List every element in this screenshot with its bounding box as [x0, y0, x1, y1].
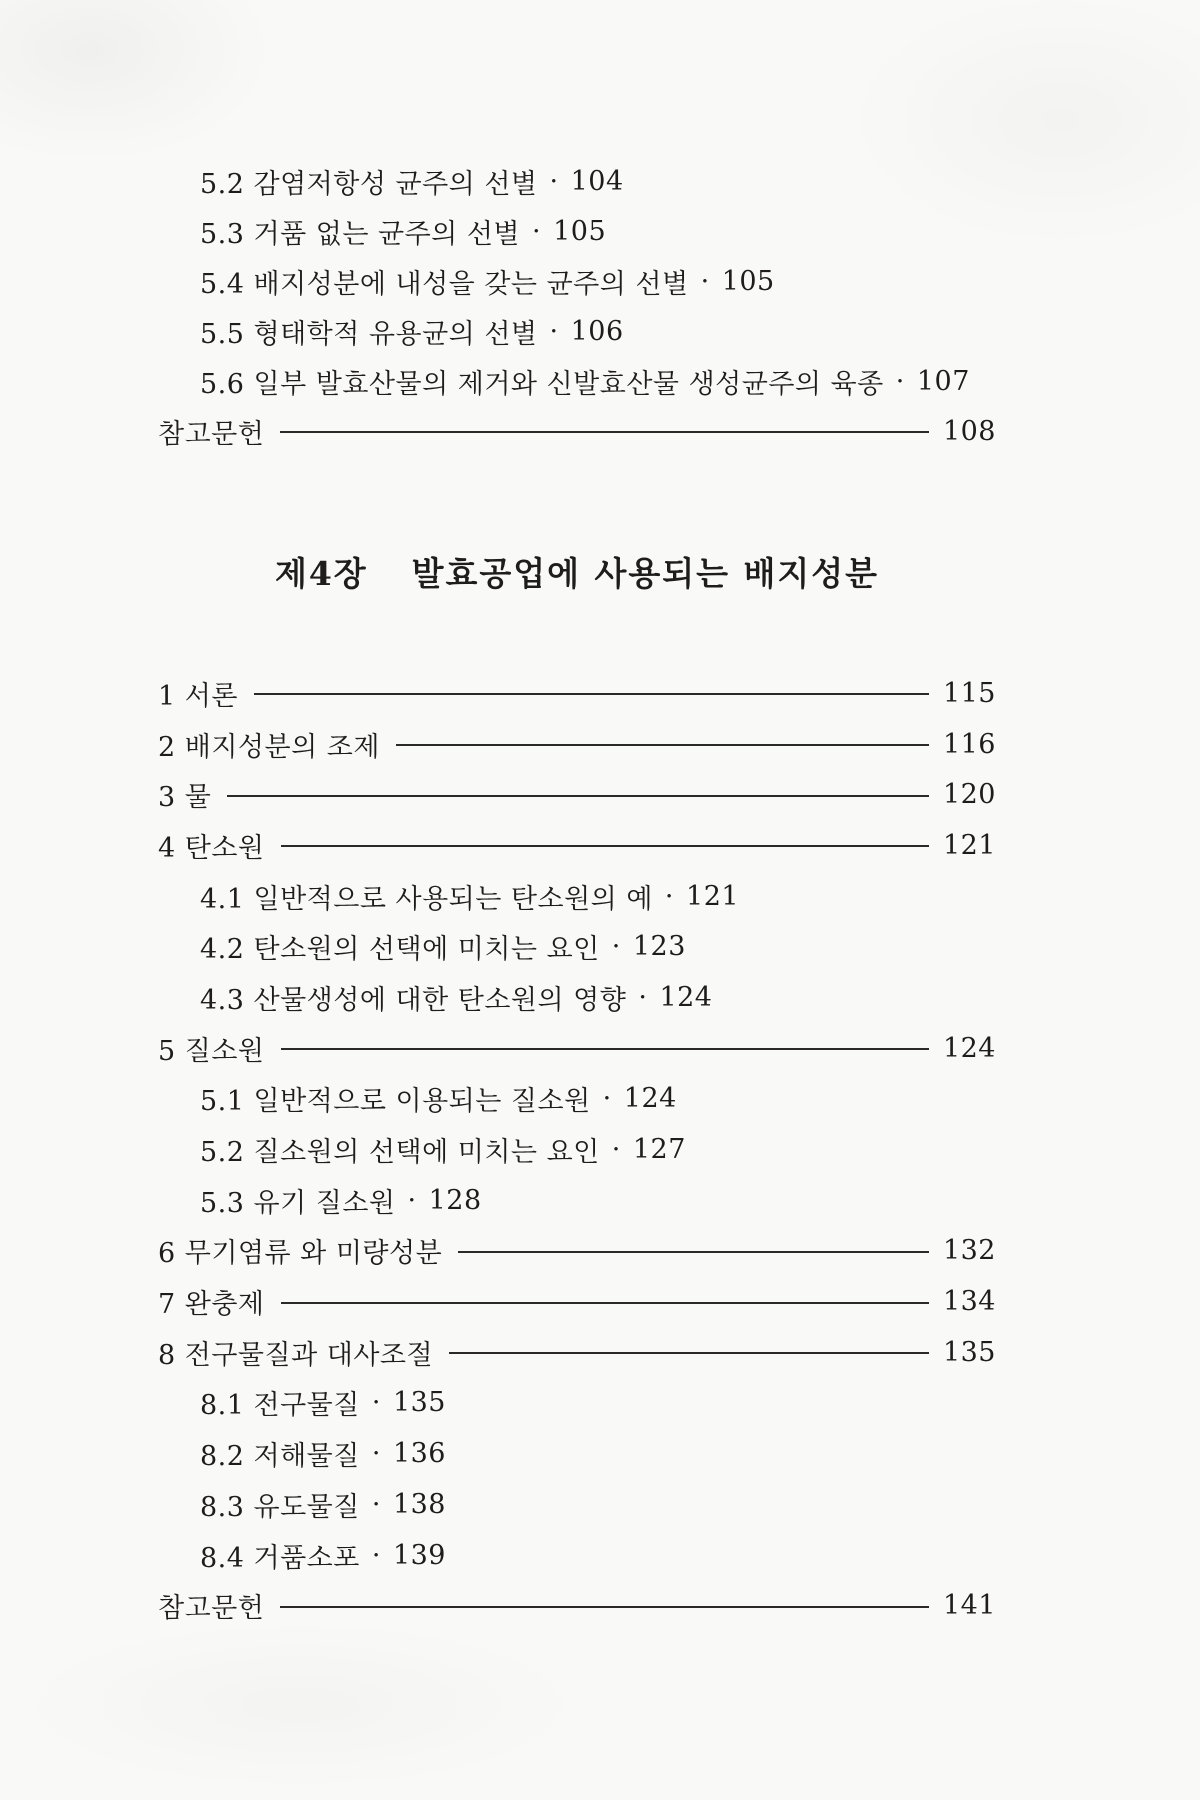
middot-separator: · — [664, 880, 675, 912]
entry-page-number: 132 — [942, 1235, 996, 1267]
toc-subentry — [158, 206, 996, 256]
toc-subentry — [158, 256, 996, 306]
middot-separator: · — [638, 981, 648, 1013]
entry-label: 5.3 유기 질소원 — [200, 1187, 396, 1219]
entry-page-number: 128 — [428, 1184, 482, 1216]
toc-subentry — [158, 1124, 996, 1175]
entry-label: 5.3 거품 없는 균주의 선별 — [200, 218, 521, 250]
entry-label: 5.6 일부 발효산물의 제거와 신발효산물 생성균주의 육종 — [200, 368, 884, 400]
toc-subentry — [158, 1428, 996, 1479]
entry-label: 참고문헌 — [158, 1593, 265, 1625]
toc-section — [158, 668, 996, 1631]
entry-page-number: 105 — [553, 215, 607, 247]
entry-page-number: 124 — [659, 981, 713, 1013]
entry-page-number: 134 — [942, 1286, 996, 1318]
leader-line — [396, 744, 929, 746]
toc-subentry — [158, 356, 996, 406]
entry-label: 8.4 거품소포 — [200, 1542, 360, 1574]
toc-subentry — [158, 871, 996, 922]
middot-separator: · — [549, 165, 559, 197]
entry-page-number: 141 — [942, 1590, 996, 1622]
middot-separator: · — [549, 315, 559, 347]
leader-line — [281, 845, 929, 847]
toc-subentry — [158, 1479, 996, 1530]
entry-label: 7 완충제 — [158, 1289, 265, 1321]
toc-entry — [158, 668, 996, 719]
entry-page-number: 104 — [570, 165, 624, 197]
entry-page-number: 136 — [392, 1438, 446, 1470]
chapter-number: 제4장 — [274, 554, 368, 593]
entry-page-number: 121 — [686, 880, 740, 912]
leader-line — [281, 1048, 929, 1050]
middot-separator: · — [895, 365, 905, 397]
entry-page-number: 139 — [392, 1539, 446, 1571]
entry-page-number: 123 — [632, 931, 686, 963]
middot-separator: · — [371, 1438, 381, 1470]
middot-separator: · — [371, 1387, 381, 1419]
entry-page-number: 124 — [623, 1083, 677, 1115]
chapter-title: 발효공업에 사용되는 배지성분 — [411, 554, 880, 593]
entry-label: 4.1 일반적으로 사용되는 탄소원의 예 — [200, 883, 653, 915]
entry-label: 2 배지성분의 조제 — [158, 731, 380, 763]
toc-subentry — [158, 306, 996, 356]
entry-label: 6 무기염류 와 미량성분 — [158, 1238, 443, 1270]
entry-page-number: 105 — [721, 265, 775, 297]
front-toc-section — [158, 156, 996, 456]
entry-page-number: 121 — [942, 829, 996, 861]
toc-entry — [158, 820, 996, 871]
entry-page-number: 135 — [942, 1336, 996, 1368]
references-row — [158, 1580, 996, 1631]
toc-subentry — [158, 1074, 996, 1125]
toc-subentry — [158, 1530, 996, 1581]
toc-subentry — [158, 1175, 996, 1226]
entry-page-number: 120 — [942, 779, 996, 811]
entry-label: 5.2 질소원의 선택에 미치는 요인 — [200, 1137, 600, 1169]
middot-separator: · — [371, 1539, 381, 1571]
entry-label: 8.3 유도물질 — [200, 1491, 360, 1523]
middot-separator: · — [611, 931, 621, 963]
toc-entry — [158, 1226, 996, 1277]
leader-line — [458, 1251, 929, 1253]
entry-page-number: 107 — [916, 365, 970, 397]
entry-label: 4.3 산물생성에 대한 탄소원의 영향 — [200, 984, 627, 1016]
entry-page-number: 124 — [942, 1032, 996, 1064]
entry-page-number: 106 — [570, 315, 624, 347]
entry-page-number: 116 — [942, 728, 996, 760]
entry-label: 5.4 배지성분에 내성을 갖는 균주의 선별 — [200, 268, 689, 300]
toc-subentry — [158, 1378, 996, 1429]
middot-separator: · — [532, 215, 542, 247]
leader-line — [254, 693, 929, 695]
leader-line — [281, 1302, 929, 1304]
entry-label: 4 탄소원 — [158, 832, 265, 864]
leader-line — [227, 795, 929, 797]
entry-page-number: 115 — [942, 677, 996, 709]
toc-entry — [158, 769, 996, 820]
entry-label: 참고문헌 — [158, 418, 265, 450]
middot-separator: · — [407, 1184, 417, 1216]
entry-page-number: 138 — [392, 1488, 446, 1520]
middot-separator: · — [611, 1134, 621, 1166]
toc-subentry — [158, 972, 996, 1023]
entry-label: 3 물 — [158, 782, 212, 814]
middot-separator: · — [371, 1488, 381, 1520]
middot-separator: · — [602, 1083, 612, 1115]
entry-page-number: 127 — [632, 1134, 686, 1166]
leader-line — [449, 1352, 929, 1354]
entry-page-number: 135 — [392, 1387, 446, 1419]
entry-page-number: 108 — [942, 415, 996, 447]
entry-label: 1 서론 — [158, 680, 238, 712]
entry-label: 8.2 저해물질 — [200, 1441, 360, 1473]
toc-entry — [158, 719, 996, 770]
toc-entry — [158, 1327, 996, 1378]
toc-subentry — [158, 921, 996, 972]
toc-entry — [158, 1276, 996, 1327]
entry-label: 8 전구물질과 대사조절 — [158, 1339, 434, 1371]
chapter-heading — [158, 548, 996, 595]
toc-entry — [158, 1023, 996, 1074]
entry-label: 5.2 감염저항성 균주의 선별 — [200, 168, 538, 200]
entry-label: 5.1 일반적으로 이용되는 질소원 — [200, 1086, 591, 1118]
entry-label: 4.2 탄소원의 선택에 미치는 요인 — [200, 934, 600, 966]
leader-line — [280, 431, 929, 433]
references-row — [158, 406, 996, 456]
toc-subentry — [158, 156, 996, 206]
entry-label: 5.5 형태학적 유용균의 선별 — [200, 318, 538, 350]
entry-label: 8.1 전구물질 — [200, 1390, 360, 1422]
middot-separator: · — [700, 265, 710, 297]
leader-line — [280, 1606, 929, 1608]
entry-label: 5 질소원 — [158, 1035, 265, 1067]
